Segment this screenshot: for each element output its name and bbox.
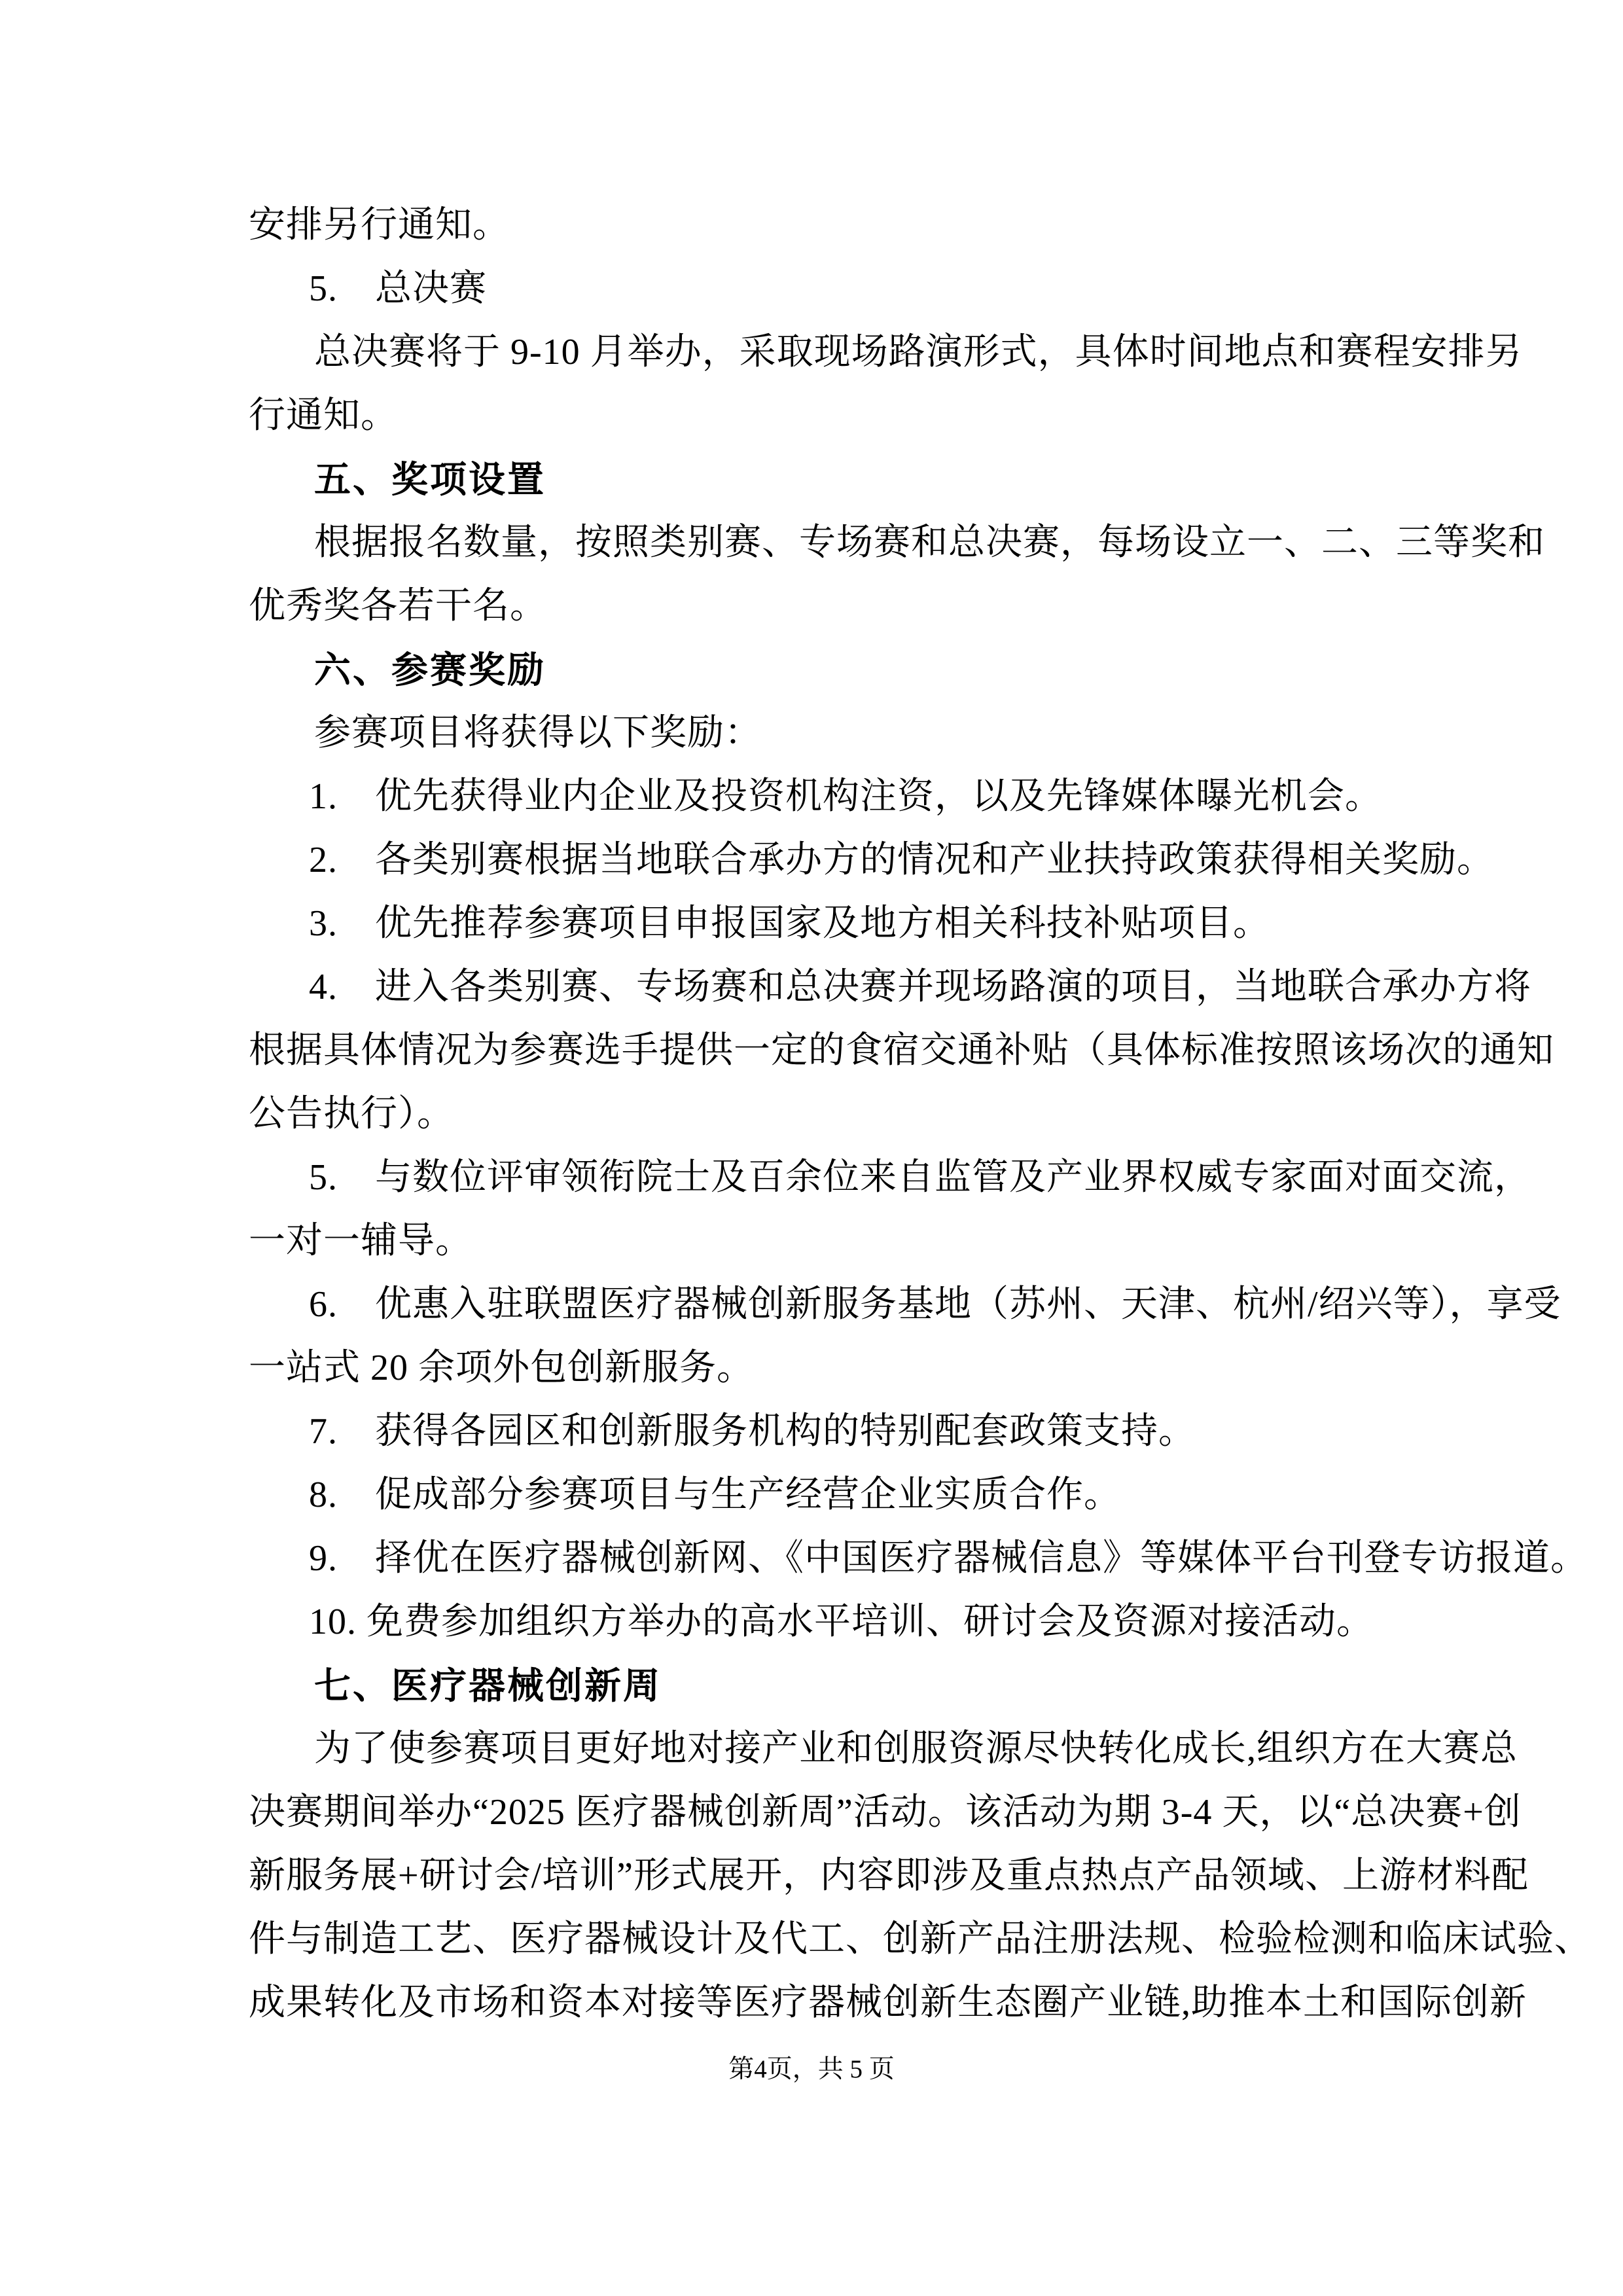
text-line: 优秀奖各若干名。 [249, 586, 547, 626]
section-heading-line: 五、奖项设置 [314, 459, 546, 500]
text-line: 决赛期间举办“2025 医疗器械创新周”活动。该活动为期 3-4 天，以“总决赛+创 [249, 1792, 1522, 1833]
text-line: 7. 获得各园区和创新服务机构的特别配套政策支持。 [309, 1411, 1196, 1452]
text-line: 安排另行通知。 [249, 205, 510, 245]
text-line: 公告执行）。 [249, 1094, 454, 1134]
text-line: 行通知。 [249, 395, 398, 436]
text-line: 5. 总决赛 [309, 268, 487, 309]
text-line: 根据具体情况为参赛选手提供一定的食宿交通补贴（具体标准按照该场次的通知 [249, 1030, 1554, 1071]
text-line: 4. 进入各类别赛、专场赛和总决赛并现场路演的项目，当地联合承办方将 [309, 967, 1531, 1007]
text-line: 为了使参赛项目更好地对接产业和创服资源尽快转化成长,组织方在大赛总 [314, 1729, 1518, 1769]
text-line: 6. 优惠入驻联盟医疗器械创新服务基地（苏州、天津、杭州/绍兴等），享受 [309, 1284, 1561, 1325]
text-line: 总决赛将于 9-10 月举办，采取现场路演形式，具体时间地点和赛程安排另 [314, 332, 1523, 372]
text-line: 根据报名数量，按照类别赛、专场赛和总决赛，每场设立一、二、三等奖和 [314, 522, 1545, 563]
text-line: 1. 优先获得业内企业及投资机构注资，以及先锋媒体曝光机会。 [309, 776, 1382, 817]
text-line: 成果转化及市场和资本对接等医疗器械创新生态圈产业链,助推本土和国际创新 [249, 1982, 1527, 2023]
text-line: 一站式 20 余项外包创新服务。 [249, 1348, 754, 1388]
document-body [249, 194, 1592, 2035]
text-line: 件与制造工艺、医疗器械设计及代工、创新产品注册法规、检验检测和临床试验、 [249, 1919, 1592, 1960]
section-heading-line: 六、参赛奖励 [314, 649, 546, 691]
text-line: 一对一辅导。 [249, 1221, 473, 1261]
section-heading-line: 七、医疗器械创新周 [314, 1665, 662, 1706]
text-line: 2. 各类别赛根据当地联合承办方的情况和产业扶持政策获得相关奖励。 [309, 840, 1494, 880]
text-line: 新服务展+研讨会/培训”形式展开，内容即涉及重点热点产品领域、上游材料配 [249, 1856, 1529, 1896]
text-line: 9. 择优在医疗器械创新网、《中国医疗器械信息》等媒体平台刊登专访报道。 [309, 1538, 1588, 1579]
text-line: 参赛项目将获得以下奖励： [314, 713, 762, 753]
page-number-footer: 第4页，共 5 页 [728, 2055, 895, 2083]
text-line: 8. 促成部分参赛项目与生产经营企业实质合作。 [309, 1475, 1121, 1515]
text-line: 5. 与数位评审领衔院士及百余位来自监管及产业界权威专家面对面交流， [309, 1157, 1531, 1198]
text-line: 3. 优先推荐参赛项目申报国家及地方相关科技补贴项目。 [309, 903, 1270, 944]
text-line: 10. 免费参加组织方举办的高水平培训、研讨会及资源对接活动。 [309, 1602, 1374, 1642]
